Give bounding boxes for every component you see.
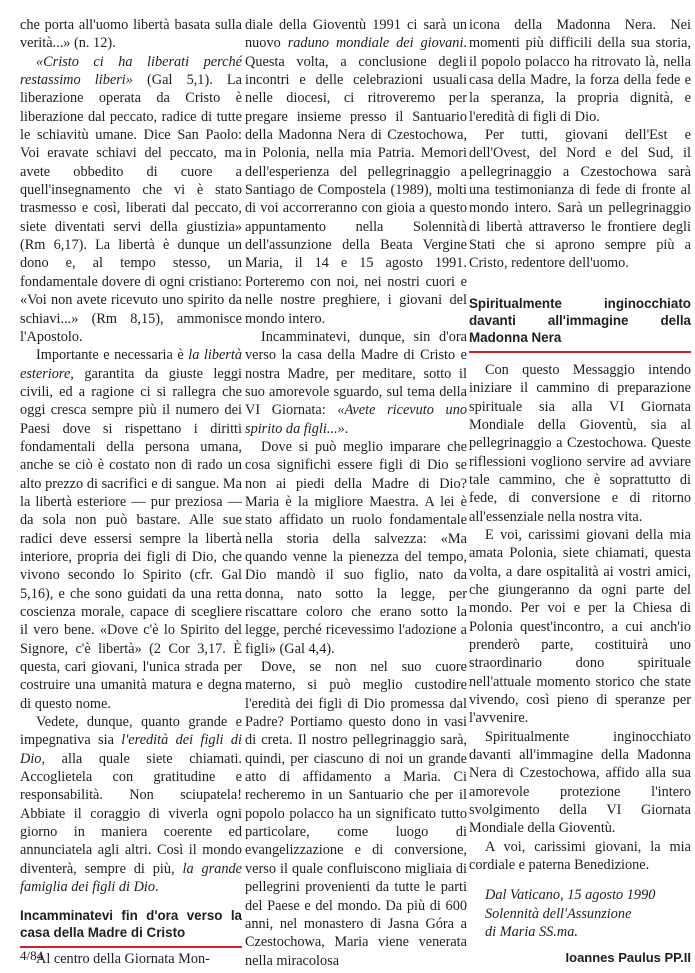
paragraph: Al centro della Giornata Mon- (36, 950, 210, 967)
section-heading: Incamminatevi fin d'ora verso la casa della Madre di Cristo (20, 907, 242, 948)
paragraph: icona della Madonna Nera. Nei momenti più difficili della sua storia, il popolo polacco ha ritrovato là, nella casa della Madre, la forza della fede e la speranza, la propria dignità, e l'eredità di figli di Dio. (469, 17, 691, 125)
emphasis: l'eredità dei figli di Dio (20, 732, 242, 767)
paragraph: che porta all'uomo libertà basata sulla verità...» (n. 12). (20, 17, 242, 52)
emphasis: raduno mondiale dei giovani (287, 35, 464, 52)
dateline: Solennità dell'Assunzione (485, 905, 632, 922)
text-column-3 (469, 16, 691, 968)
paragraph: A voi, carissimi giovani, la mia cordiale e paterna Benedizione. (469, 838, 691, 874)
paragraph: Incamminatevi, dunque, sin d'ora verso la casa della Madre di Cristo e nostra Madre, per meditare, sotto il suo amorevole sguardo, sul tema della VI Giornata: «Avete ricevuto uno spirito da figli...». (245, 328, 467, 437)
scripture-quote: «Cristo ci ha liberati perché restassimo liberi» (20, 53, 242, 89)
emphasis: la libertà esteriore (20, 347, 242, 382)
dateline: Dal Vaticano, 15 agosto 1990 (485, 887, 656, 904)
page-number: 4/84 (20, 948, 44, 963)
paragraph: Dove, se non nel suo cuore materno, si può meglio custodire l'eredità dei figli di Dio promessa dal Padre? Portiamo questo dono in vasi di creta. Il nostro pellegrinaggio sarà, quindi, per ciascuno di noi un grande atto di affidamento a Maria. Ci recheremo in un Santuario che per il popolo polacco ha un significato tutto particolare, come luogo di evangelizzazione e di conversione, verso il quale confluiscono migliaia di pellegrini provenienti da tutte le parti del Paese e del mondo. Da più di 600 anni, nel monastero di Jasna Góra a Czestochowa, Maria viene venerata nella miracolosa (245, 659, 467, 969)
paragraph: E voi, carissimi giovani della mia amata Polonia, siete chiamati, questa volta, a dare ospitalità ai vostri amici, che giungeranno da ogni parte del mondo. Per voi e per la Chiesa di Polonia quest'incontro, a cui anch'io prenderò parte, costituirà uno straordinario dono spirituale nell'attuale momento storico che state vivendo, così pieno di speranze per l'avvenire. (469, 526, 691, 727)
paragraph: Vedete, dunque, quanto grande e impegnativa sia l'eredità dei figli di Dio, alla quale siete chiamati. Accoglietela con gratitudine e responsabilità. Non sciupatela! Abbiate il coraggio di viverla ogni giorno in maniera coerente ed annunciatela agli altri. Così il mondo diventerà, sempre di più, la grande famiglia dei figli di Dio. (20, 714, 242, 896)
paragraph: diale della Gioventù 1991 ci sarà un nuovo raduno mondiale dei giovani. Questa volta, a conclusione degli incontri e delle celebrazioni usuali nelle diocesi, ci ritroveremo per pregare insieme presso il Santuario della Madonna Nera di Czestochowa, in Polonia, nella mia Patria. Memori dell'esperienza del pellegrinaggio a Santiago de Compostela (1989), molti di voi accorreranno con gioia a questo appuntamento nella Solennità dell'assunzione della Beata Vergine Maria, il 14 e 15 agosto 1991. Porteremo con noi, nei nostri cuori e nelle nostre preghiere, i giovani del mondo intero. (245, 17, 467, 327)
paragraph: Spiritualmente inginocchiato davanti all'immagine della Madonna Nera di Czestochowa, affido alla sua amorevole protezione l'intero svolgimento della VI Giornata Mondiale della Gioventù. (469, 728, 691, 837)
emphasis: la grande famiglia dei figli di Dio (20, 860, 242, 896)
theme-quote: «Avete ricevuto uno spirito da figli...» (245, 402, 467, 437)
dateline: di Maria SS.ma. (485, 924, 578, 941)
section-heading: Spiritualmente inginocchiato davanti all'immagine della Madonna Nera (469, 295, 691, 353)
paragraph: Per tutti, giovani dell'Est e dell'Ovest, del Nord e del Sud, il pellegrinaggio a Czestochowa sarà una testimonianza di fede di fronte al mondo intero. Sarà un pellegrinaggio di libertà attraverso le frontiere degli Stati che si aprono sempre più a Cristo, redentore dell'uomo. (469, 127, 691, 272)
signature: Ioannes Paulus PP.II (565, 950, 691, 966)
text-column-2 (245, 16, 467, 970)
paragraph: «Cristo ci ha liberati perché restassimo liberi» (Gal 5,1). La liberazione operata da Cristo è liberazione dal peccato, radice di tutte le schiavitù umane. Dice San Paolo: Voi eravate schiavi del peccato, ma avete obbedito di cuore a quell'insegnamento che vi è stato trasmesso e così, liberati dal peccato, siete diventati servi della giustizia» (Rm 6,17). La libertà è dunque un dono e, al tempo stesso, un fondamentale dovere di ogni cristiano: «Voi non avete ricevuto uno spirito da schiavi...» (Rm 8,15), ammonisce l'Apostolo. (20, 53, 242, 345)
paragraph: Dove si può meglio imparare che cosa significhi essere figli di Dio se non ai piedi della Madre di Dio? Maria è la migliore Maestra. A lei è stato affidato un ruolo fondamentale nella storia della salvezza: «Ma quando venne la pienezza del tempo, Dio mandò il suo figlio, nato da donna, nato sotto la legge, per riscattare coloro che erano sotto la legge, perché ricevessimo l'adozione a figli» (Gal 4,4). (245, 438, 467, 657)
paragraph: Importante e necessaria è la libertà esteriore, garantita da giuste leggi civili, ed a ragione ci si rallegra che oggi cresca sempre più il numero dei Paesi dove si rispettano i diritti fondamentali della persona umana, anche se ciò è costato non di rado un alto prezzo di sacrifici e di sangue. Ma la libertà esteriore — pur preziosa — da sola non può bastare. Alle sue radici deve essersi sempre la libertà interiore, propria dei figli di Dio, che vivono secondo lo Spirito (cfr. Gal 5,16), e che sono guidati da una retta coscienza morale, capace di scegliere il vero bene. «Dove c'è lo Spirito del Signore, c'è libertà» (2 Cor 3,17. È questa, cari giovani, l'unica strada per costruire una umanità matura e degna di questo nome. (20, 347, 242, 712)
text-column-1 (20, 16, 242, 968)
paragraph: Con questo Messaggio intendo iniziare il cammino di preparazione spirituale sia alla VI Giornata Mondiale della Gioventù, sia al pellegrinaggio a Czestochowa. Queste riflessioni vogliono servire ad avviare tale cammino, che è soprattutto di fede, di conversione e di ritorno all'essenziale nella nostra vita. (469, 361, 691, 525)
